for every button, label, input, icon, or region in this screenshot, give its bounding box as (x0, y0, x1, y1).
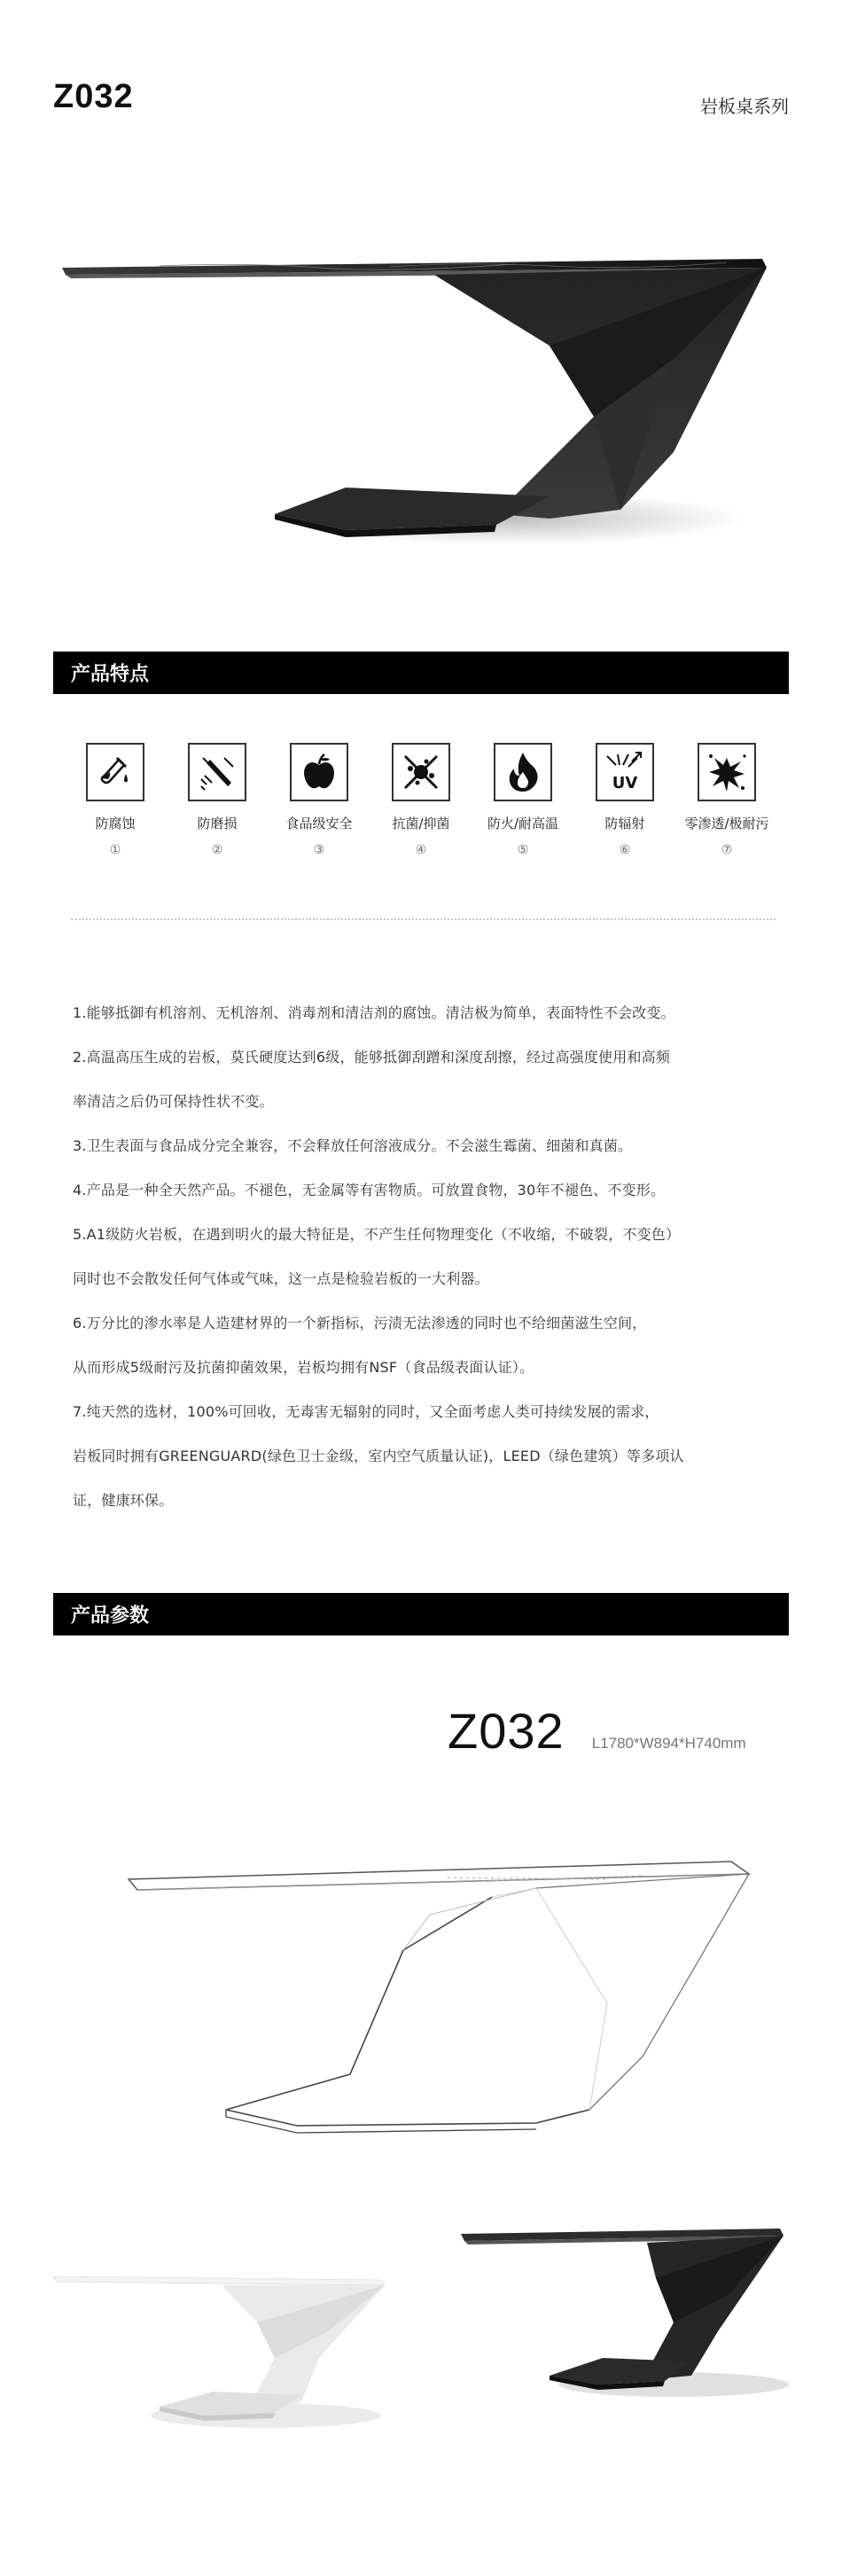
feature-number: ⑦ (721, 843, 733, 857)
feature-label: 防腐蚀 (95, 816, 136, 831)
feature-food-safe (270, 743, 368, 857)
feature-anti-radiation (576, 743, 674, 857)
description-line: 4.产品是一种全天然产品。不褪色，无金属等有害物质。可放置食物，30年不褪色、不变形。 (73, 1182, 666, 1198)
splash-icon (698, 743, 756, 801)
feature-label: 零渗透/极耐污 (684, 816, 769, 831)
description-line: 同时也不会散发任何气体或气味，这一点是检验岩板的一大利器。 (73, 1270, 489, 1287)
params-model: Z032 (448, 1703, 565, 1759)
hero-desk-image (53, 213, 789, 638)
feature-label: 防辐射 (604, 816, 645, 831)
description-line: 5.A1级防火岩板，在遇到明火的最大特征是，不产生任何物理变化（不收缩，不破裂，不变色） (73, 1226, 681, 1243)
product-series-label: 岩板桌系列 (700, 96, 789, 117)
features-section-title: 产品特点 (71, 663, 150, 686)
description-line: 1.能够抵御有机溶剂、无机溶剂、消毒剂和清洁剂的腐蚀。清洁极为简单，表面特性不会改变。 (73, 1004, 675, 1021)
params-section-title: 产品参数 (71, 1604, 150, 1628)
feature-fireproof (474, 743, 572, 857)
flame-icon (494, 743, 552, 801)
feature-label: 食品级安全 (285, 816, 353, 831)
feature-number: ① (109, 843, 121, 857)
feature-number: ⑤ (517, 843, 529, 857)
knife-scratch-icon (188, 743, 246, 801)
feature-number: ④ (415, 843, 427, 857)
feature-icon-row (66, 743, 789, 885)
feature-description (73, 991, 791, 1523)
description-line: 7.纯天然的选材，100%可回收，无毒害无辐射的同时，又全面考虑人类可持续发展的需求， (73, 1403, 659, 1420)
black-desk-image (452, 2207, 798, 2411)
description-line: 2.高温高压生成的岩板，莫氏硬度达到6级，能够抵御刮蹭和深度刮擦，经过高强度使用和高频 (73, 1049, 671, 1066)
white-desk-image (44, 2260, 399, 2438)
feature-number: ② (211, 843, 223, 857)
product-model-title: Z032 (53, 78, 134, 115)
description-line: 岩板同时拥有GREENGUARD(绿色卫士金级，室内空气质量认证)，LEED（绿色建筑）等多项认 (73, 1448, 684, 1464)
description-line: 3.卫生表面与食品成分完全兼容，不会释放任何溶液成分。不会滋生霉菌、细菌和真菌。 (73, 1137, 633, 1154)
bacteria-cross-icon (392, 743, 450, 801)
dotted-divider (71, 918, 776, 920)
feature-number: ⑥ (619, 843, 631, 857)
feature-label: 抗菌/抑菌 (392, 816, 450, 831)
feature-label: 防火/耐高温 (487, 816, 559, 831)
description-line: 6.万分比的渗水率是人造建材界的一个新指标，污渍无法渗透的同时也不给细菌滋生空间， (73, 1315, 647, 1331)
params-section-header (53, 1593, 789, 1635)
description-line: 从而形成5级耐污及抗菌抑菌效果，岩板均拥有NSF（食品级表面认证）。 (73, 1359, 534, 1376)
feature-number: ③ (313, 843, 325, 857)
feature-antibacterial (372, 743, 470, 857)
description-line: 证，健康环保。 (73, 1492, 174, 1509)
svg-text:UV: UV (612, 774, 638, 792)
uv-icon (596, 743, 654, 801)
desk-line-drawing (111, 1844, 784, 2145)
description-line: 率清洁之后仍可保持性状不变。 (73, 1093, 274, 1110)
product-params (448, 1702, 746, 1760)
feature-stain-resistant (678, 743, 776, 857)
test-tube-drop-icon (86, 743, 144, 801)
feature-anti-wear (168, 743, 266, 857)
params-dimensions: L1780*W894*H740mm (591, 1735, 746, 1752)
feature-label: 防磨损 (197, 816, 238, 831)
apple-icon (290, 743, 348, 801)
features-section-header (53, 652, 789, 694)
feature-anti-corrosion (66, 743, 164, 857)
